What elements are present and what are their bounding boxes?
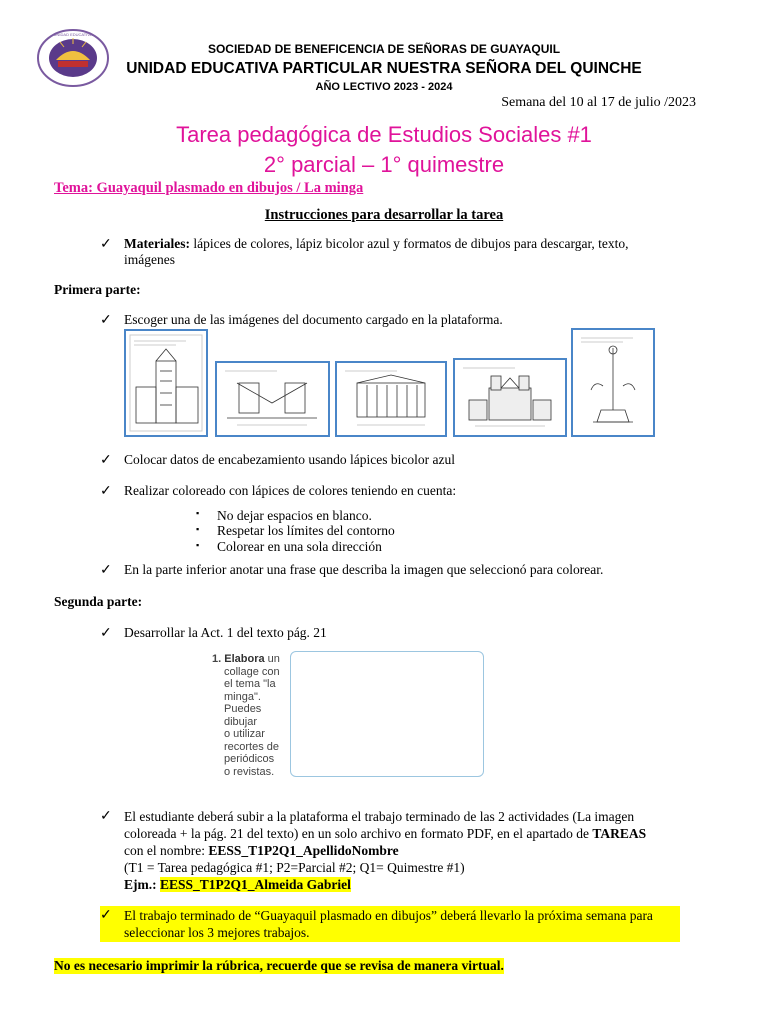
delivery-text: seleccionar los 3 mejores trabajos. [124, 925, 310, 940]
activity-text: un [267, 653, 280, 665]
page-title: Tarea pedagógica de Estudios Sociales #1 [176, 122, 592, 147]
bullet-icon: ▪ [196, 524, 200, 534]
activity-text: o utilizar [224, 728, 265, 740]
topic-line: Tema: Guayaquil plasmado en dibujos / La minga [54, 180, 364, 196]
part1-heading: Primera parte: [54, 282, 141, 297]
part1-step3: Realizar coloreado con lápices de colores teniendo en cuenta: [124, 483, 457, 498]
upload-section: TAREAS [592, 826, 647, 841]
delivery-text: El trabajo terminado de “Guayaquil plasmado en dibujos” deberá llevarlo la próxima semana para [124, 908, 653, 923]
activity-text: dibujar [224, 715, 258, 728]
activity-text: periódicos [224, 753, 275, 765]
materials-list-cont: imágenes [124, 252, 175, 267]
upload-text: coloreada + la pág. 21 del texto) en un solo archivo en formato PDF, en el apartado de [124, 826, 593, 841]
upload-legend: (T1 = Tarea pedagógica #1; P2=Parcial #2; Q1= Quimestre #1) [124, 860, 465, 875]
part2-step1: Desarrollar la Act. 1 del texto pág. 21 [124, 625, 327, 640]
bullet-icon: ▪ [196, 540, 200, 550]
bullet-item: Colorear en una sola dirección [217, 539, 382, 554]
upload-text: El estudiante deberá subir a la plataforma el trabajo terminado de las 2 actividades (La imagen [124, 809, 635, 824]
check-icon: ✓ [100, 484, 112, 499]
activity-text: recortes de [224, 740, 280, 753]
drawing-thumb-tower [124, 329, 208, 437]
activity-text: Puedes [224, 703, 262, 715]
part1-step1: Escoger una de las imágenes del documento cargado en la plataforma. [124, 312, 503, 327]
school-logo [36, 28, 110, 88]
page-subtitle: 2° parcial – 1° quimestre [263, 152, 505, 177]
textbook-activity-image [208, 647, 488, 793]
example-filename: EESS_T1P2Q1_Almeida Gabriel [160, 877, 351, 892]
check-icon: ✓ [100, 626, 112, 641]
school-year: AÑO LECTIVO 2023 - 2024 [315, 81, 453, 93]
bullet-item: Respetar los límites del contorno [217, 523, 395, 538]
bullet-icon: ▪ [196, 508, 200, 518]
example-label: Ejm.: [124, 877, 160, 892]
part1-step2: Colocar datos de encabezamiento usando lápices bicolor azul [124, 452, 455, 467]
materials-text [124, 236, 629, 268]
week-dates: Semana del 10 al 17 de julio /2023 [501, 95, 696, 110]
footer-note: No es necesario imprimir la rúbrica, recuerde que se revisa de manera virtual. [54, 958, 504, 973]
collage-box [290, 651, 484, 777]
drawing-thumb-monument [571, 328, 655, 437]
drawing-thumb-church [453, 358, 567, 437]
drawing-thumb-palace [335, 361, 447, 437]
check-icon: ✓ [100, 809, 112, 824]
logo-lettering: UNIDAD EDUCATIVA [53, 32, 93, 37]
materials-list: lápices de colores, lápiz bicolor azul y formatos de dibujos para descargar, texto, [189, 236, 629, 251]
school-name: UNIDAD EDUCATIVA PARTICULAR NUESTRA SEÑORA DEL QUINCHE [126, 60, 642, 77]
part1-step4: En la parte inferior anotar una frase que describa la imagen que seleccionó para colorear. [124, 562, 604, 577]
materials-label: Materiales: [124, 236, 190, 251]
check-icon: ✓ [100, 563, 112, 578]
upload-filename-pattern: EESS_T1P2Q1_ApellidoNombre [208, 843, 399, 858]
drawing-thumb-street [215, 361, 330, 437]
activity-text: o revistas. [224, 765, 275, 778]
check-icon: ✓ [100, 313, 112, 328]
check-icon: ✓ [100, 908, 112, 923]
bullet-item: No dejar espacios en blanco. [217, 508, 372, 523]
instructions-heading: Instrucciones para desarrollar la tarea [264, 207, 504, 223]
check-icon: ✓ [100, 237, 112, 252]
part2-heading: Segunda parte: [54, 594, 143, 609]
activity-verb: Elabora [224, 653, 265, 665]
delivery-note [124, 907, 653, 941]
activity-text: minga". [224, 690, 261, 703]
activity-text: el tema "la [224, 678, 276, 690]
upload-instructions [124, 808, 646, 893]
activity-number: 1. [212, 653, 222, 665]
society-name: SOCIEDAD DE BENEFICENCIA DE SEÑORAS DE GUAYAQUIL [207, 42, 561, 56]
upload-text: con el nombre: [124, 843, 209, 858]
activity-text: collage con [224, 665, 280, 678]
check-icon: ✓ [100, 453, 112, 468]
